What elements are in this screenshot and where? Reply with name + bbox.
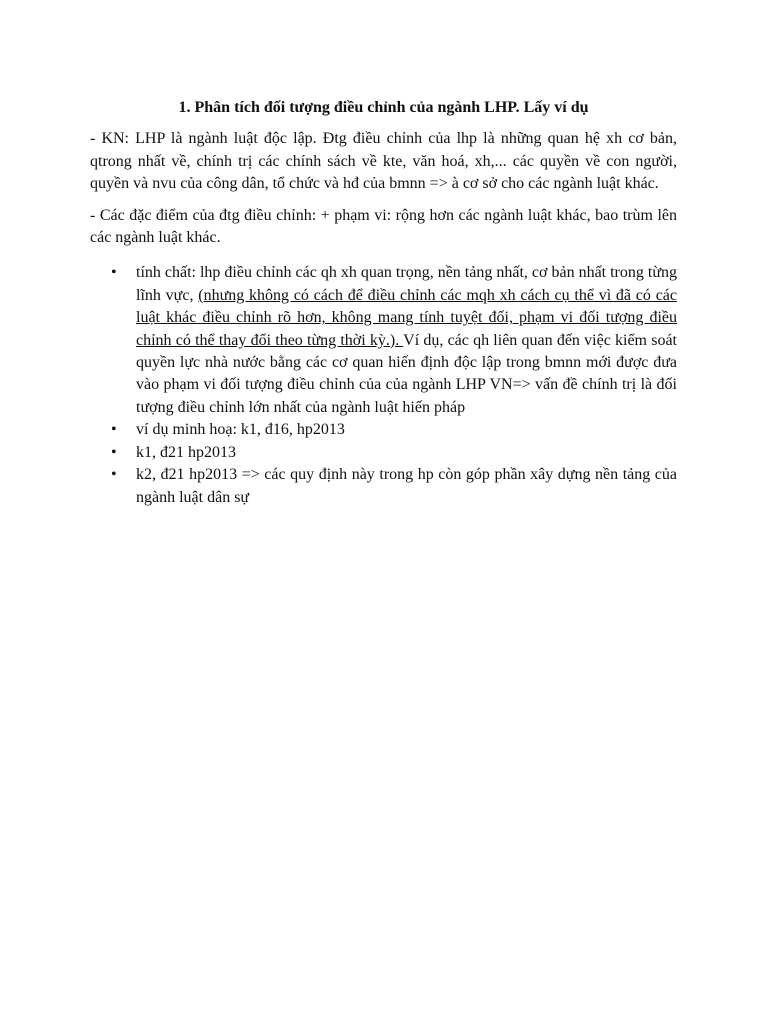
document-page — [90, 97, 677, 509]
list-item — [90, 262, 677, 419]
document-title: 1. Phân tích đối tượng điều chỉnh của ngành LHP. Lấy ví dụ — [178, 99, 589, 116]
list-item — [90, 419, 677, 441]
list-item — [90, 464, 677, 509]
bullet-text-before: tính chất: lhp điều chỉnh các qh xh quan trọng, nền tảng nhất, cơ bản nhất trong từng lĩnh vực, — [136, 264, 677, 304]
bullet-text-after: Ví dụ, các qh liên quan đến việc kiểm soát quyền lực nhà nước bằng các cơ quan hiến định độc lập trong bmnn mới được đưa vào phạm vi đối tượng điều chỉnh của của ngành LHP VN=> vấn đề chính trị là đối tượng điều chỉnh lớn nhất của ngành luật hiến pháp — [136, 331, 677, 416]
bullet-icon: • — [111, 466, 117, 484]
list-item — [90, 442, 677, 464]
bullet-text-underlined: (nhưng không có cách để điều chỉnh các mqh xh cách cụ thể vì đã có các luật khác điều chỉnh rõ hơn, không mang tính tuyệt đối, phạm vi đối tượng điều chỉnh có thể thay đổi theo từng thời kỳ.). — [136, 286, 677, 349]
bullet-text: k2, đ21 hp2013 => các quy định này trong hp còn góp phần xây dựng nền tảng của ngành luật dân sự — [136, 466, 677, 506]
bullet-icon: • — [111, 421, 117, 439]
bullet-text: ví dụ minh hoạ: k1, đ16, hp2013 — [136, 421, 345, 439]
bullet-list — [90, 262, 677, 508]
paragraph-characteristics: - Các đặc điểm của đtg điều chỉnh: + phạm vi: rộng hơn các ngành luật khác, bao trùm lên các ngành luật khác. — [90, 206, 677, 247]
bullet-icon: • — [111, 264, 117, 282]
paragraph-definition: - KN: LHP là ngành luật độc lập. Đtg điều chỉnh của lhp là những quan hệ xh cơ bản, qtrong nhất về, chính trị các chính sách về kte, văn hoá, xh,... các quyền về con người, quyền và nvu của công dân, tổ chức và hđ của bmnn => à cơ sở cho các ngành luật khác. — [90, 130, 677, 193]
bullet-icon: • — [111, 443, 117, 461]
bullet-text: k1, đ21 hp2013 — [136, 443, 236, 461]
